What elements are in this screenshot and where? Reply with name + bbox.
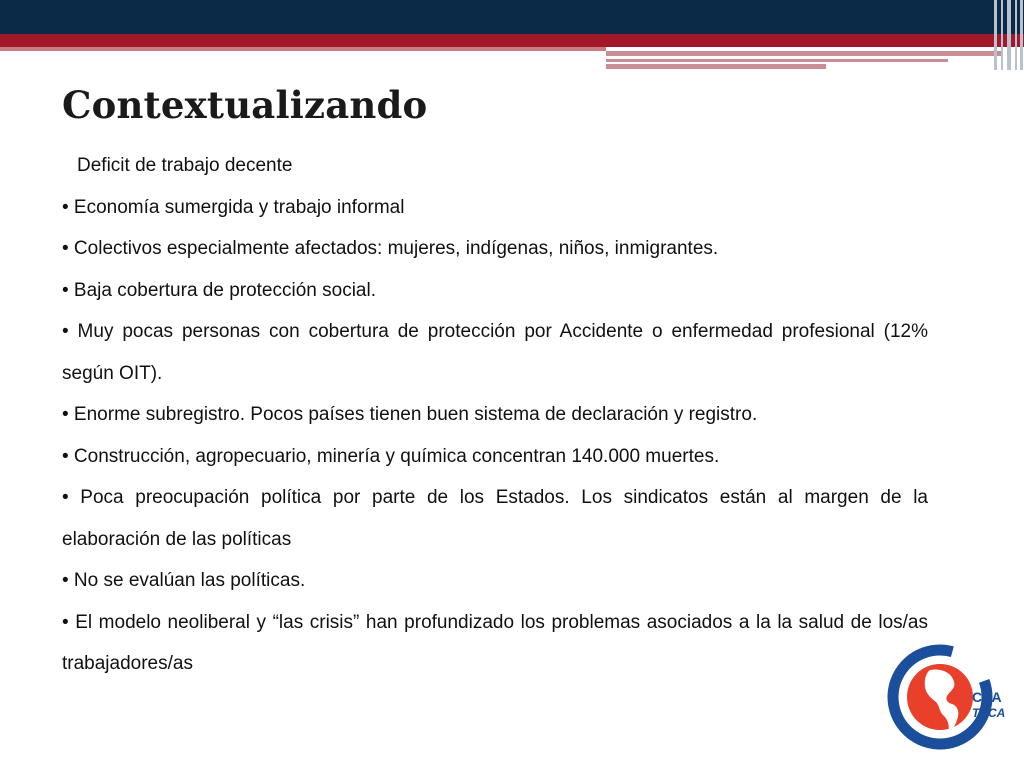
header-accent-line <box>606 51 1002 56</box>
bullet-item: • No se evalúan las políticas. <box>62 570 306 591</box>
csa-tuca-logo <box>884 640 1008 750</box>
bullet-item: • Enorme subregistro. Pocos países tienen buen sistema de declaración y registro. <box>62 404 758 425</box>
slide-content <box>62 145 928 685</box>
bullet-item: • El modelo neoliberal y “las crisis” han profundizado los problemas asociados a la la salud de los/as trabajadores/as <box>62 611 928 674</box>
bullet-item: • Colectivos especialmente afectados: mujeres, indígenas, niños, inmigrantes. <box>62 238 719 259</box>
header-vertical-stripes <box>990 0 1024 70</box>
header-accent-line <box>606 59 948 62</box>
logo-text-csa: CSA <box>972 689 1002 705</box>
bullet-item: • Baja cobertura de protección social. <box>62 279 376 301</box>
bullet-item: • Muy pocas personas con cobertura de protección por Accidente o enfermedad profesional (12% según OIT). <box>62 321 928 384</box>
slide-subtitle: Deficit de trabajo decente <box>77 155 293 176</box>
header-accent-line <box>606 64 826 69</box>
slide-title: Contextualizando <box>62 83 428 127</box>
logo-text-tuca: TUCA <box>972 706 1006 720</box>
bullet-item: • Poca preocupación política por parte de los Estados. Los sindicatos están al margen de la elaboración de las políticas <box>62 487 928 550</box>
bullet-item: • Economía sumergida y trabajo informal <box>62 196 405 218</box>
bullet-item: • Construcción, agropecuario, minería y química concentran 140.000 muertes. <box>62 445 720 467</box>
header-red-band <box>0 34 1024 47</box>
header-red-band-shadow <box>0 47 606 51</box>
header-bar <box>0 0 1024 34</box>
